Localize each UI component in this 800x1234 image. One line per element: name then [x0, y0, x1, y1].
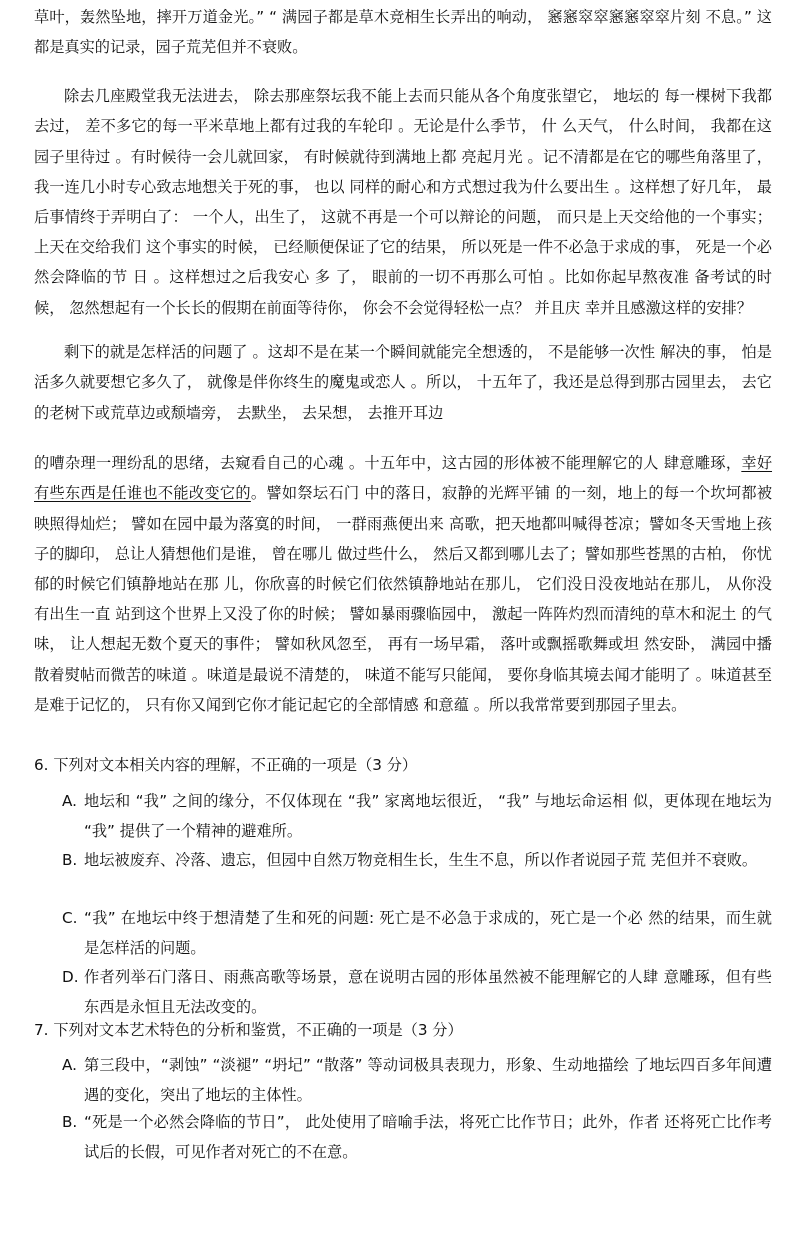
- option-letter: D.: [62, 968, 79, 986]
- option-text: “死是一个必然会降临的节日”， 此处使用了暗喻手法，将死亡比作节日；此外，作者 还将死亡比作考试后的长假，可见作者对死亡的不在意。: [84, 1113, 772, 1161]
- option-letter: A.: [62, 1056, 77, 1074]
- passage-paragraph-4: [34, 448, 772, 720]
- option-text: 第三段中，“剥蚀” “淡褪” “坍圮” “散落” 等动词极具表现力，形象、生动地描绘 了地坛四百多年间遭遇的变化，突出了地坛的主体性。: [84, 1056, 772, 1104]
- option-text: 作者列举石门落日、雨燕高歌等场景，意在说明古园的形体虽然被不能理解它的人肆 意雕琢，但有些东西是永恒且无法改变的。: [84, 968, 772, 1016]
- option-letter: A.: [62, 792, 77, 810]
- underlined-sentence: 幸好有些东西是任谁也不能改变它的: [34, 454, 773, 503]
- question-6-option-a: [62, 786, 772, 846]
- option-text: 地坛和 “我” 之间的缘分，不仅体现在 “我” 家离地坛很近， “我” 与地坛命运相 似，更体现在地坛为 “我” 提供了一个精神的避难所。: [84, 792, 772, 840]
- paragraph-4-rest: 。譬如祭坛石门 中的落日，寂静的光辉平铺 的一刻，地上的每一个坎坷都被映照得灿烂； 譬如在园中最为落寞的时间， 一群雨燕便出来 高歌，把天地都叫喊得苍凉；譬如冬天雪地上孩子的脚印， 总让人猜想他们是谁， 曾在哪儿 做过些什么， 然后又都到哪儿去了；譬如那些苍黑的古柏， 你忧郁的时候它们镇静地站在那 儿，你欣喜的时候它们依然镇静地站在那儿， 它们没日没夜地站在那儿， 从你没有出生一直 站到这个世界上又没了你的时候； 譬如暴雨骤临园中， 激起一阵阵灼烈而清纯的草木和泥土 的气味， 让人想起无数个夏天的事件； 譬如秋风忽至， 再有一场早霜， 落叶或飘摇歌舞或坦 然安卧， 满园中播散着熨帖而微苦的味道 。味道是最说不清楚的， 味道不能写只能闻， 要你身临其境去闻才能明了 。味道甚至是难于记忆的， 只有你又闻到它你才能记起它的全部情感 和意蕴 。所以我常常要到那园子里去。: [34, 484, 773, 714]
- question-7-stem: 7. 下列对文本艺术特色的分析和鉴赏，不正确的一项是（3 分）: [34, 1021, 463, 1039]
- option-text: “我” 在地坛中终于想清楚了生和死的问题: 死亡是不必急于求成的，死亡是一个必 然的结果，而生就是怎样活的问题。: [84, 909, 772, 957]
- question-6-option-c: [62, 903, 772, 963]
- question-7-option-b: [62, 1107, 772, 1167]
- option-text: 地坛被废弃、冷落、遗忘，但园中自然万物竞相生长，生生不息，所以作者说园子荒 芜但并不衰败。: [84, 851, 758, 869]
- option-letter: C.: [62, 909, 78, 927]
- question-6-option-d: [62, 962, 772, 1022]
- option-letter: B.: [62, 1113, 78, 1131]
- paragraph-4-start: 的嘈杂理一理纷乱的思绪，去窥看自己的心魂 。十五年中，这古园的形体被不能理解它的人 肆意雕琢，: [34, 454, 742, 473]
- passage-paragraph-1: 草叶，轰然坠地，摔开万道金光。” “ 满园子都是草木竞相生长弄出的响动， 窸窸窣窣窸窸窣窣片刻 不息。” 这都是真实的记录，园子荒芜但并不衰败。: [34, 8, 772, 57]
- question-6-stem: 6. 下列对文本相关内容的理解，不正确的一项是（3 分）: [34, 756, 418, 774]
- question-6-option-b: [62, 845, 772, 875]
- passage-paragraph-3: 剩下的就是怎样活的问题了 。这却不是在某一个瞬间就能完全想透的， 不是能够一次性 解决的事， 怕是活多久就要想它多久了， 就像是伴你终生的魔鬼或恋人 。所以， 十五年了，我还是总得到那古园里去， 去它的老树下或荒草边或颓墙旁， 去默坐， 去呆想， 去推开耳边: [34, 343, 772, 422]
- question-7-option-a: [62, 1050, 772, 1110]
- passage-paragraph-2: 除去几座殿堂我无法进去， 除去那座祭坛我不能上去而只能从各个角度张望它， 地坛的 每一棵树下我都去过， 差不多它的每一平米草地上都有过我的车轮印 。无论是什么季节， 什 么天气， 什么时间， 我都在这园子里待过 。有时候待一会儿就回家， 有时候就待到满地上都 亮起月光 。记不清都是在它的哪些角落里了， 我一连几小时专心致志地想关于死的事， 也以 同样的耐心和方式想过我为什么要出生 。这样想了好几年， 最后事情终于弄明白了： 一个人，出生了， 这就不再是一个可以辩论的问题， 而只是上天交给他的一个事实； 上天在交给我们 这个事实的时候， 已经顺便保证了它的结果， 所以死是一件不必急于求成的事， 死是一个必 然会降临的节 日 。这样想过之后我安心 多 了， 眼前的一切不再那么可怕 。比如你起早熬夜准 备考试的时候， 忽然想起有一个长长的假期在前面等待你， 你会不会觉得轻松一点？ 并且庆 幸并且感激这样的安排？: [34, 87, 772, 317]
- option-letter: B.: [62, 851, 78, 869]
